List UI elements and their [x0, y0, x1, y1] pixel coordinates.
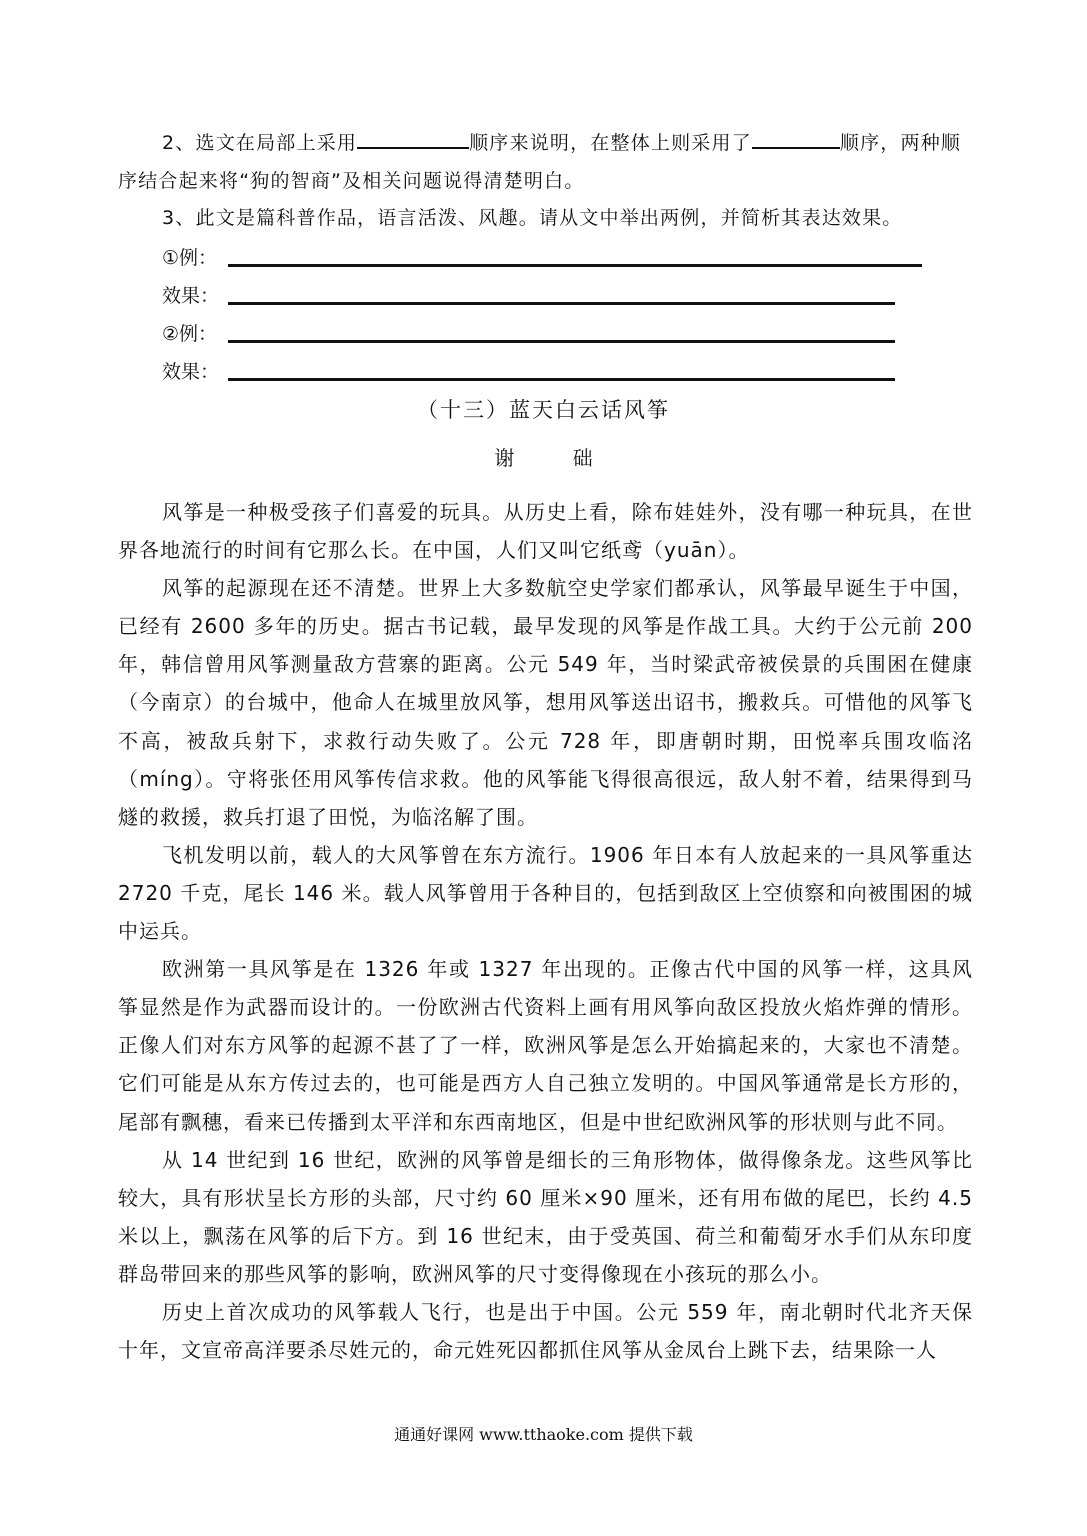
example-1-label: ①例：: [162, 247, 218, 269]
effect-2-answer-line[interactable]: [228, 378, 895, 381]
effect-1-label: 效果：: [162, 285, 220, 307]
effect-2-label: 效果：: [162, 361, 220, 383]
article-paragraph-2: 风筝的起源现在还不清楚。世界上大多数航空史学家们都承认，风筝最早诞生于中国，已经有 2600 多年的历史。据古书记载，最早发现的风筝是作战工具。大约于公元前 200 年，韩信曾用风筝测量敌方营寨的距离。公元 549 年，当时梁武帝被侯景的兵围困在健康（今南京）的台城中，他命人在城里放风筝，想用风筝送出诏书，搬救兵。可惜他的风筝飞不高，被敌兵射下，求救行动失败了。公元 728 年，即唐朝时期，田悦率兵围攻临洺（míng）。守将张伾用风筝传信求救。他的风筝能飞得很高很远，敌人射不着，结果得到马燧的救援，救兵打退了田悦，为临洺解了围。: [118, 576, 973, 829]
question-2-part-1: 2、选文在局部上采用: [162, 132, 358, 154]
fill-blank-2[interactable]: [752, 125, 840, 149]
article-paragraph-3: 飞机发明以前，载人的大风筝曾在东方流行。1906 年日本有人放起来的一具风筝重达 2720 千克，尾长 146 米。载人风筝曾用于各种目的，包括到敌区上空侦察和向被围困的城中运兵。: [118, 842, 973, 944]
page-footer: 通通好课网 www.tthaoke.com 提供下载: [394, 1425, 693, 1444]
example-1-answer-line[interactable]: [228, 264, 922, 267]
article-paragraph-1: 风筝是一种极受孩子们喜爱的玩具。从历史上看，除布娃娃外，没有哪一种玩具，在世界各地流行的时间有它那么长。在中国，人们又叫它纸鸢（yuān）。: [118, 500, 973, 563]
question-3-text: 3、此文是篇科普作品，语言活泼、风趣。请从文中举出两例，并简析其表达效果。: [162, 207, 903, 229]
article-paragraph-4: 欧洲第一具风筝是在 1326 年或 1327 年出现的。正像古代中国的风筝一样，这具风筝显然是作为武器而设计的。一份欧洲古代资料上画有用风筝向敌区投放火焰炸弹的情形。正像人们对东方风筝的起源不甚了了一样，欧洲风筝是怎么开始搞起来的，大家也不清楚。它们可能是从东方传过去的，也可能是西方人自己独立发明的。中国风筝通常是长方形的，尾部有飘穗，看来已传播到太平洋和东西南地区，但是中世纪欧洲风筝的形状则与此不同。: [118, 957, 973, 1134]
question-2: [118, 124, 973, 200]
example-2-answer-line[interactable]: [228, 340, 895, 343]
article-paragraph-6: 历史上首次成功的风筝载人飞行，也是出于中国。公元 559 年，南北朝时代北齐天保十年，文宣帝高洋要杀尽姓元的，命元姓死囚都抓住风筝从金凤台上跳下去，结果除一人: [118, 1299, 973, 1363]
fill-blank-1[interactable]: [357, 125, 469, 149]
article-title: （十三）蓝天白云话风筝: [417, 398, 670, 422]
question-2-part-2: 顺序来说明，在整体上则采用了: [469, 132, 752, 154]
effect-1-answer-line[interactable]: [228, 302, 895, 305]
article-body: [118, 493, 973, 1369]
question-3: [118, 199, 973, 237]
article-paragraph-5: 从 14 世纪到 16 世纪，欧洲的风筝曾是细长的三角形物体，做得像条龙。这些风筝比较大，具有形状呈长方形的头部，尺寸约 60 厘米×90 厘米，还有用布做的尾巴，长约 4.5 米以上，飘荡在风筝的后下方。到 16 世纪末，由于受英国、荷兰和葡萄牙水手们从东印度群岛带回来的那些风筝的影响，欧洲风筝的尺寸变得像现在小孩玩的那么小。: [118, 1147, 973, 1286]
example-2-label: ②例：: [162, 323, 218, 345]
question-2-part-3: 顺序，两种顺序结合起来将“狗的智商”及相关问题说得清楚明白。: [118, 132, 962, 192]
article-author: 谢 础: [494, 446, 619, 470]
